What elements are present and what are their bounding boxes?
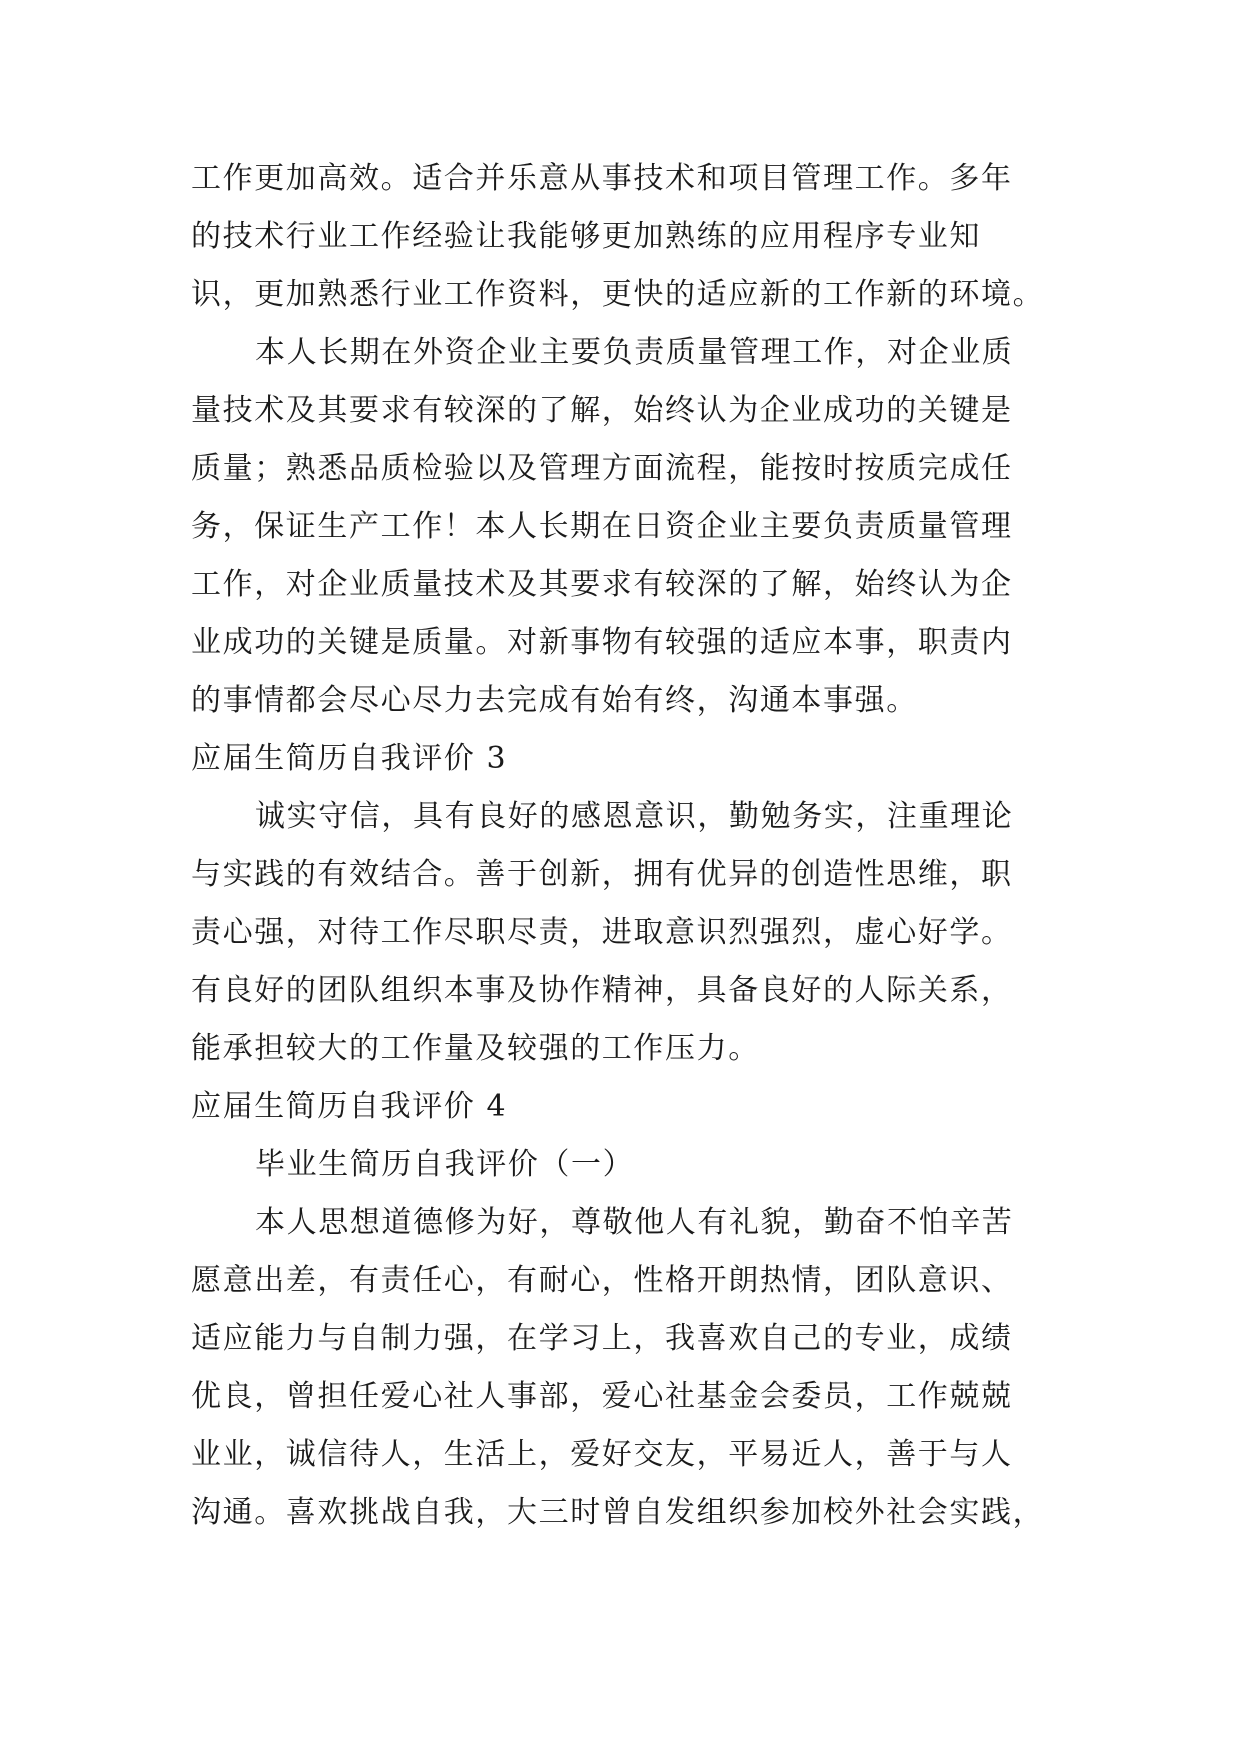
text-line: 优良，曾担任爱心社人事部，爱心社基金会委员，工作兢兢 — [191, 1379, 1013, 1414]
text-line: 的技术行业工作经验让我能够更加熟练的应用程序专业知 — [191, 219, 981, 254]
text-line: 有良好的团队组织本事及协作精神，具备良好的人际关系， — [191, 973, 1013, 1008]
text-line: 应届生简历自我评价 4 — [191, 1089, 508, 1124]
paragraph-first-line: 本人思想道德修为好，尊敬他人有礼貌，勤奋不怕辛苦 — [255, 1205, 1014, 1240]
text-line: 工作更加高效。适合并乐意从事技术和项目管理工作。多年 — [191, 161, 1013, 196]
paragraph-first-line: 本人长期在外资企业主要负责质量管理工作，对企业质 — [255, 335, 1014, 370]
text-line: 务，保证生产工作！本人长期在日资企业主要负责质量管理 — [191, 509, 1013, 544]
text-line: 量技术及其要求有较深的了解，始终认为企业成功的关键是 — [191, 393, 1013, 428]
text-line: 质量；熟悉品质检验以及管理方面流程，能按时按质完成任 — [191, 451, 1013, 486]
text-line: 业业，诚信待人，生活上，爱好交友，平易近人，善于与人 — [191, 1437, 1013, 1472]
text-line: 应届生简历自我评价 3 — [191, 741, 508, 776]
text-line: 的事情都会尽心尽力去完成有始有终，沟通本事强。 — [191, 683, 918, 718]
text-line: 责心强，对待工作尽职尽责，进取意识烈强烈，虚心好学。 — [191, 915, 1013, 950]
paragraph-first-line: 毕业生简历自我评价（一） — [255, 1147, 635, 1182]
document-body — [191, 150, 1051, 1542]
text-line: 业成功的关键是质量。对新事物有较强的适应本事，职责内 — [191, 625, 1013, 660]
text-line: 工作，对企业质量技术及其要求有较深的了解，始终认为企 — [191, 567, 1013, 602]
text-line: 沟通。喜欢挑战自我，大三时曾自发组织参加校外社会实践， — [191, 1495, 1045, 1530]
paragraph-first-line: 诚实守信，具有良好的感恩意识，勤勉务实，注重理论 — [255, 799, 1014, 834]
text-line: 适应能力与自制力强，在学习上，我喜欢自己的专业，成绩 — [191, 1321, 1013, 1356]
text-line: 与实践的有效结合。善于创新，拥有优异的创造性思维，职 — [191, 857, 1013, 892]
text-line: 能承担较大的工作量及较强的工作压力。 — [191, 1031, 760, 1066]
text-line: 愿意出差，有责任心，有耐心，性格开朗热情，团队意识、 — [191, 1263, 1013, 1298]
text-line: 识，更加熟悉行业工作资料，更快的适应新的工作新的环境。 — [191, 277, 1045, 312]
